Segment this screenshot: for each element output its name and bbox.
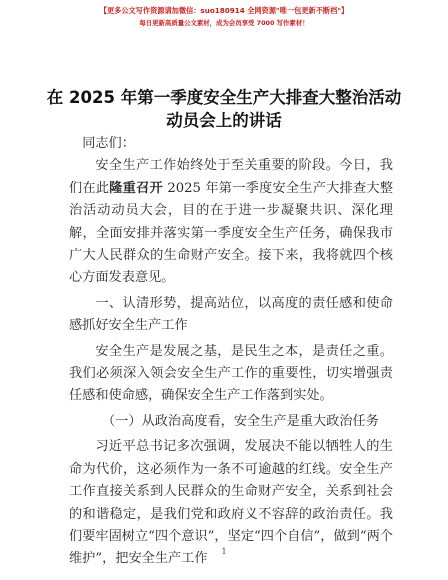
paragraph-section-1: 安全生产是发展之基，是民生之本，是责任之重。我们必须深入领会安全生产工作的重要性，切实增强责任感和使命感，确保安全生产工作落到实处。 xyxy=(69,343,393,404)
section-heading-1: 一、认清形势，提高站位，以高度的责任感和使命感抓好安全生产工作 xyxy=(69,295,393,334)
paragraph-opening-bold: 隆重召开 xyxy=(109,180,163,196)
salutation: 同志们： xyxy=(82,136,135,151)
document-title xyxy=(0,86,448,132)
promo-banner-line2: 每日更新高质量公文素材，成为会员享受 7000 写作素材！ xyxy=(139,19,309,27)
document-title-line1: 在 2025 年第一季度安全生产大排查大整治活动 xyxy=(46,88,402,107)
paragraph-opening-part2: 2025 年第一季度安全生产大排查大整治活动动员大会，目的在于进一步凝聚共识、深化理解，全面安排并落实第一季度安全生产任务，确保我市广大人民群众的生命财产安全。接下来，我将就四个核心方面发表意见。 xyxy=(69,180,394,286)
document-body xyxy=(69,133,393,571)
paragraph-subsection-1: 习近平总书记多次强调，发展决不能以牺牲人的生命为代价，这必须作为一条不可逾越的红线。安全生产工作直接关系到人民群众的生命财产安全，关系到社会的和谐稳定，是我们党和政府义不容辞的政治责任。我们要牢固树立“四个意识”，坚定“四个自信”，做到“两个维护”，把安全生产工作 xyxy=(69,439,393,567)
paragraph-opening-part1: 安全生产工作始终处于至关重要的阶段。今日，我们在此 xyxy=(69,158,393,196)
promo-banner-line1: 【更多公文写作资源请加微信：suo180914 全网资源"唯一包更新不断档"】 xyxy=(99,6,349,15)
subsection-heading-1: （一）从政治高度看，安全生产是重大政治任务 xyxy=(102,413,379,429)
page-number: 1 xyxy=(221,547,227,556)
paragraph-opening xyxy=(69,155,393,289)
promo-banner xyxy=(0,6,448,28)
document-title-line2: 动员会上的讲话 xyxy=(166,111,282,130)
